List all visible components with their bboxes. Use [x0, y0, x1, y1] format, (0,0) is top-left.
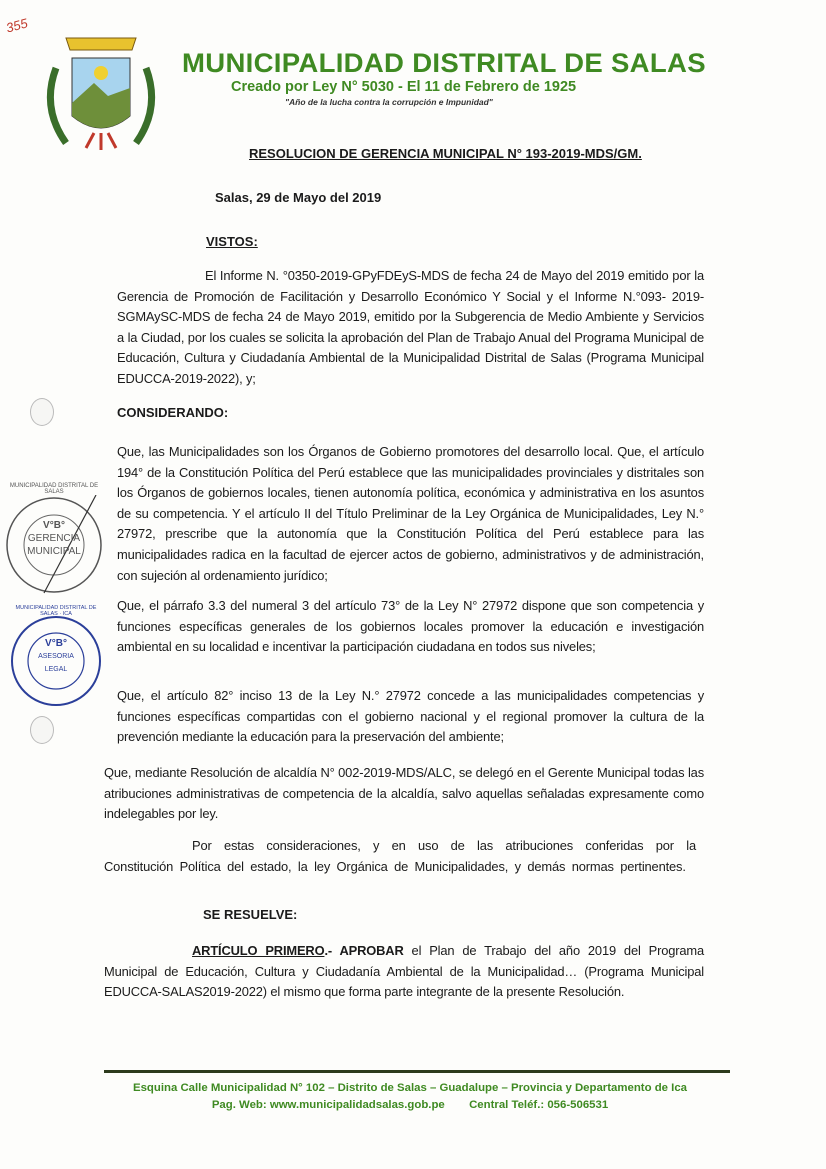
punch-hole — [30, 398, 54, 426]
stamp-vobo: V°B° — [45, 638, 67, 649]
resolution-title: RESOLUCION DE GERENCIA MUNICIPAL N° 193-2019-MDS/GM. — [249, 146, 642, 161]
vistos-heading: VISTOS: — [206, 234, 258, 249]
punch-hole — [30, 716, 54, 744]
stamp-ring-text: MUNICIPALIDAD DISTRITAL DE SALAS · ICA — [15, 605, 97, 617]
footer-contact — [60, 1099, 760, 1111]
footer-divider — [104, 1070, 730, 1073]
articulo-text: el Plan de Trabajo del año 2019 del Programa Municipal de Educación, Cultura y Ciudadanía Ambiental de la Municipalidad… (Programa Municipal EDUCCA-SALAS2019-2022) el mismo que forma parte integrante de la presente Resolución. — [104, 943, 705, 1000]
considerando-paragraph-3: Que, el artículo 82° inciso 13 de la Ley N.° 27972 concede a las municipalidades competencias y funciones específicas compartidas con el gobierno nacional y el regional promover la cultura de la prevención mediante la educación para la preservación del ambiente; — [117, 688, 704, 745]
creation-law-subtitle: Creado por Ley N° 5030 - El 11 de Febrero de 1925 — [231, 79, 577, 95]
footer-web: Pag. Web: www.municipalidadsalas.gob.pe — [211, 1099, 445, 1111]
stamp-dept2: LEGAL — [44, 666, 68, 673]
considerando-paragraph-4: Que, mediante Resolución de alcaldía N° 002-2019-MDS/ALC, se delegó en el Gerente Municipal todas las atribuciones administrativas de competencia de la alcaldía, salvo aquellas señaladas expresamente como indelegables por ley. — [104, 765, 704, 822]
articulo-label: ARTÍCULO PRIMERO — [192, 943, 325, 958]
municipal-coat-of-arms-logo — [36, 28, 166, 168]
footer-address: Esquina Calle Municipalidad N° 102 – Distrito de Salas – Guadalupe – Provincia y Departamento de Ica — [132, 1082, 687, 1094]
articulo-primero-paragraph — [104, 941, 704, 1003]
articulo-separator: .- — [324, 943, 340, 958]
footer-phone: Central Teléf.: 056-506531 — [469, 1099, 609, 1111]
stamp-dept2: MUNICIPAL — [27, 546, 81, 557]
municipality-title: MUNICIPALIDAD DISTRITAL DE SALAS — [182, 48, 706, 78]
handwritten-page-number: 355 — [4, 15, 30, 36]
se-resuelve-heading: SE RESUELVE: — [203, 907, 298, 922]
gerencia-approval-stamp — [4, 483, 104, 595]
por-estas-paragraph: Por estas consideraciones, y en uso de las atribuciones conferidas por la Constitución Política del estado, la ley Orgánica de Municipalidades, y demás normas pertinentes. — [104, 838, 696, 874]
considerando-heading: CONSIDERANDO: — [117, 405, 229, 420]
considerando-paragraph-1: Que, las Municipalidades son los Órganos de Gobierno promotores del desarrollo local. Que, el artículo 194° de la Constitución Política del Perú establece que las municipalidades provinciales y distritales son los Órganos de gobiernos locales, tienen autonomía política, económica y administrativa en los asuntos de su competencia. Y el artículo II del Título Preliminar de la Ley Orgánica de Municipalidades, Ley N.° 27972, prescribe que la autonomía que la Constitución Política del Perú establece para las municipalidades radica en la facultad de ejercer actos de gobierno, administrativos y de administración, con sujeción al ordenamiento jurídico; — [117, 444, 704, 583]
considerando-paragraph-2: Que, el párrafo 3.3 del numeral 3 del artículo 73° de la Ley N° 27972 dispone que son competencia y funciones específicas generales de los gobiernos locales promover la educación e investigación ambiental en su localidad e incentivar la participación ciudadana en todos sus niveles; — [117, 598, 704, 655]
vistos-paragraph: El Informe N. °0350-2019-GPyFDEyS-MDS de fecha 24 de Mayo del 2019 emitido por la Gerencia de Promoción de Facilitación y Desarrollo Económico Y Social y el Informe N.°093- 2019-SGMAySC-MDS de fecha 24 de Mayo 2019, emitido por la Subgerencia de Medio Ambiente y Servicios a la Ciudad, por los cuales se solicita la aprobación del Plan de Trabajo Anual del Programa Municipal de Educación, Cultura y Ciudadanía Ambiental de la Municipalidad Distrital de Salas (Programa Municipal EDUCCA-2019-2022), y; — [117, 268, 704, 386]
stamp-vobo: V°B° — [43, 520, 65, 531]
legal-approval-stamp — [10, 605, 102, 707]
stamp-dept: GERENCIA — [27, 533, 81, 544]
articulo-verb: APROBAR — [339, 943, 404, 958]
document-date: Salas, 29 de Mayo del 2019 — [215, 190, 382, 205]
stamp-ring-text: MUNICIPALIDAD DISTRITAL DE SALAS — [9, 483, 99, 495]
stamp-dept: ASESORIA — [38, 653, 74, 660]
year-motto: "Año de la lucha contra la corrupción e Impunidad" — [285, 97, 493, 107]
